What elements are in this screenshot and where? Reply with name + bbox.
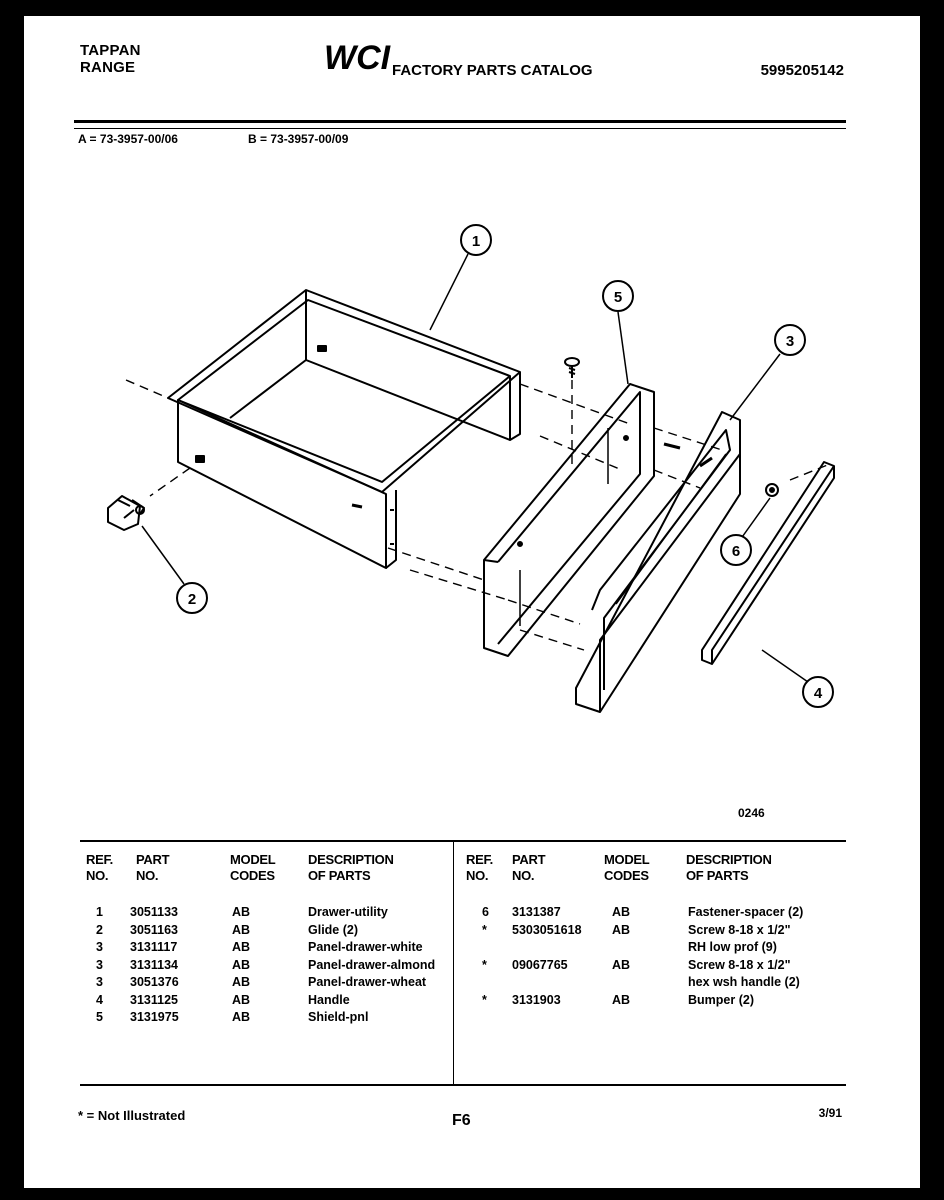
callout-4 xyxy=(803,677,833,707)
drawer-utility-part xyxy=(168,290,520,568)
callout-4-label: 4 xyxy=(813,685,823,702)
table-bottom-rule xyxy=(80,1084,846,1086)
callout-5-label: 5 xyxy=(613,289,623,306)
brand-line-1: TAPPAN xyxy=(80,42,141,59)
header-ref-left: REF. NO. xyxy=(86,852,113,883)
table-column-divider xyxy=(453,842,454,1084)
screw-part xyxy=(565,358,579,378)
model-a: A = 73-3957-00/06 xyxy=(78,132,178,146)
fastener-spacer-part xyxy=(766,484,778,496)
callout-3-label: 3 xyxy=(785,333,795,350)
glide-part xyxy=(108,496,144,530)
header-part-right: PART NO. xyxy=(512,852,546,883)
catalog-date: 3/91 xyxy=(818,1106,842,1120)
callout-1-label: 1 xyxy=(471,233,481,250)
header-desc-right: DESCRIPTION OF PARTS xyxy=(686,852,772,883)
callout-2-label: 2 xyxy=(187,591,197,608)
page-number: F6 xyxy=(452,1112,471,1129)
header-desc-left: DESCRIPTION OF PARTS xyxy=(308,852,394,883)
table-top-rule xyxy=(80,840,846,842)
catalog-title: FACTORY PARTS CATALOG xyxy=(392,62,593,79)
callout-6-label: 6 xyxy=(731,543,741,560)
callout-5 xyxy=(603,281,633,311)
header-model-left: MODEL CODES xyxy=(230,852,276,883)
not-illustrated-note: * = Not Illustrated xyxy=(78,1108,186,1123)
figure-code: 0246 xyxy=(738,806,765,820)
callout-6 xyxy=(721,535,751,565)
wci-logo-text: WCI xyxy=(324,39,391,76)
callout-1 xyxy=(461,225,491,255)
catalog-number: 5995205142 xyxy=(760,62,844,79)
header-ref-right: REF. NO. xyxy=(466,852,493,883)
callout-3 xyxy=(775,325,805,355)
model-b: B = 73-3957-00/09 xyxy=(248,132,349,146)
brand-line-2: RANGE xyxy=(80,59,136,76)
header-part-left: PART NO. xyxy=(136,852,170,883)
callout-2 xyxy=(177,583,207,613)
header-model-right: MODEL CODES xyxy=(604,852,650,883)
